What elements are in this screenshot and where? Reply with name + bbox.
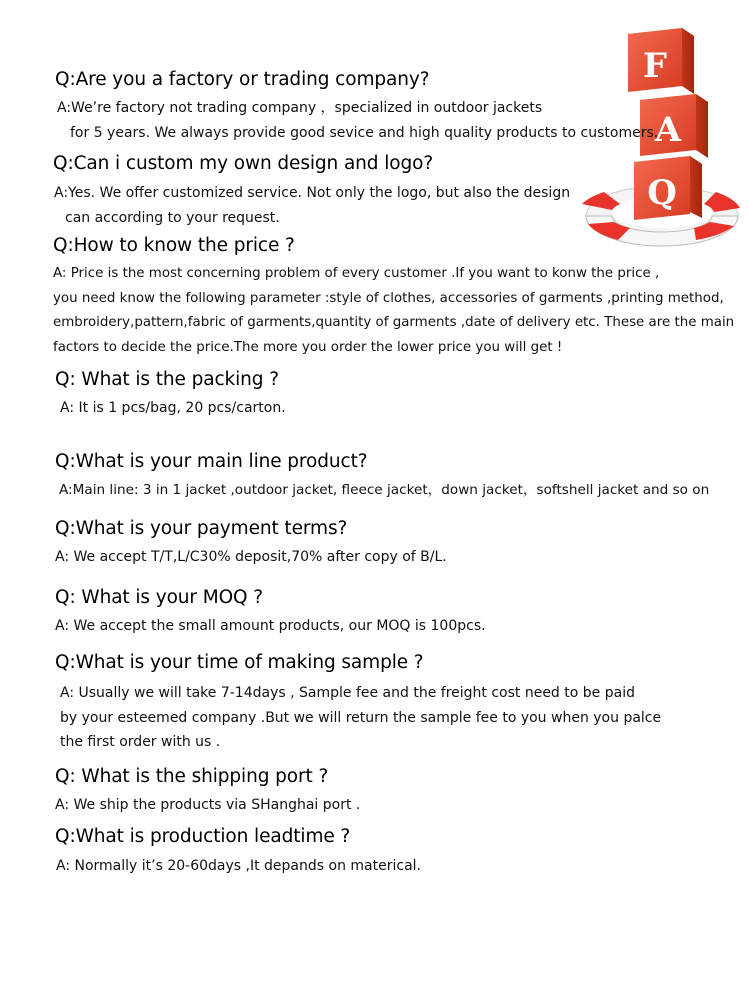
faq-letter-box-f [628, 28, 694, 94]
faq-answer-line: embroidery,pattern,fabric of garments,quantity of garments ,date of delivery etc. These are the main [53, 315, 735, 330]
faq-answer-line: A: We ship the products via SHanghai port . [55, 797, 361, 813]
faq-answer-line: A:We’re factory not trading company ，specialized in outdoor jackets [57, 100, 543, 116]
faq-answer [60, 681, 661, 755]
faq-answer [56, 854, 421, 879]
faq-answer-line: for 5 years. We always provide good sevice and high quality products to customers. [70, 124, 659, 141]
faq-answer [55, 793, 360, 818]
faq-question: Q:Are you a factory or trading company? [55, 69, 430, 90]
faq-answer-line: A:Main line: 3 in 1 jacket ,outdoor jacket, fleece jacket，down jacket，softshell jacket and so on [59, 482, 710, 498]
faq-answer-line: you need know the following parameter :style of clothes, accessories of garments ,printing method, [53, 290, 724, 306]
faq-answer [60, 396, 286, 421]
faq-answer-line: A: Usually we will take 7-14days , Sample fee and the freight cost need to be paid [60, 685, 635, 701]
faq-question: Q:What is your main line product? [55, 451, 368, 472]
faq-answer [57, 96, 658, 145]
faq-letter: A [654, 110, 682, 150]
faq-answer [55, 614, 486, 639]
faq-letter-box-q [634, 156, 702, 220]
faq-answer [53, 262, 734, 360]
faq-question: Q:How to know the price ? [53, 235, 295, 256]
faq-question: Q: What is your MOQ ? [55, 587, 263, 608]
faq-question: Q: What is the packing ? [55, 369, 279, 390]
faq-answer-line: A: It is 1 pcs/bag, 20 pcs/carton. [60, 400, 286, 416]
faq-letter: Q [647, 173, 677, 213]
faq-answer [55, 545, 447, 570]
faq-answer-line: A:Yes. We offer customized service. Not only the logo, but also the design [54, 185, 571, 201]
faq-answer-line: can according to your request. [65, 209, 280, 226]
faq-letter: F [642, 46, 668, 86]
faq-question: Q:Can i custom my own design and logo? [53, 153, 434, 174]
faq-answer [54, 181, 570, 230]
faq-question: Q:What is your payment terms? [55, 518, 348, 539]
faq-question: Q: What is the shipping port ? [55, 766, 329, 787]
faq-answer-line: factors to decide the price.The more you order the lower price you will get ! [53, 339, 563, 355]
faq-answer-line: by your esteemed company .But we will return the sample fee to you when you palce [60, 709, 662, 726]
faq-answer-line: A: Price is the most concerning problem of every customer .If you want to konw the price , [53, 266, 660, 281]
faq-answer [59, 478, 709, 503]
faq-answer-line: A: We accept T/T,L/C30% deposit,70% after copy of B/L. [55, 549, 447, 565]
faq-answer-line: A: We accept the small amount products, our MOQ is 100pcs. [55, 618, 486, 634]
faq-answer-line: A: Normally it’s 20-60days ,It depands on materical. [56, 858, 421, 874]
faq-question: Q:What is your time of making sample ? [55, 652, 424, 673]
faq-question: Q:What is production leadtime ? [55, 826, 351, 847]
faq-answer-line: the first order with us . [60, 734, 221, 750]
